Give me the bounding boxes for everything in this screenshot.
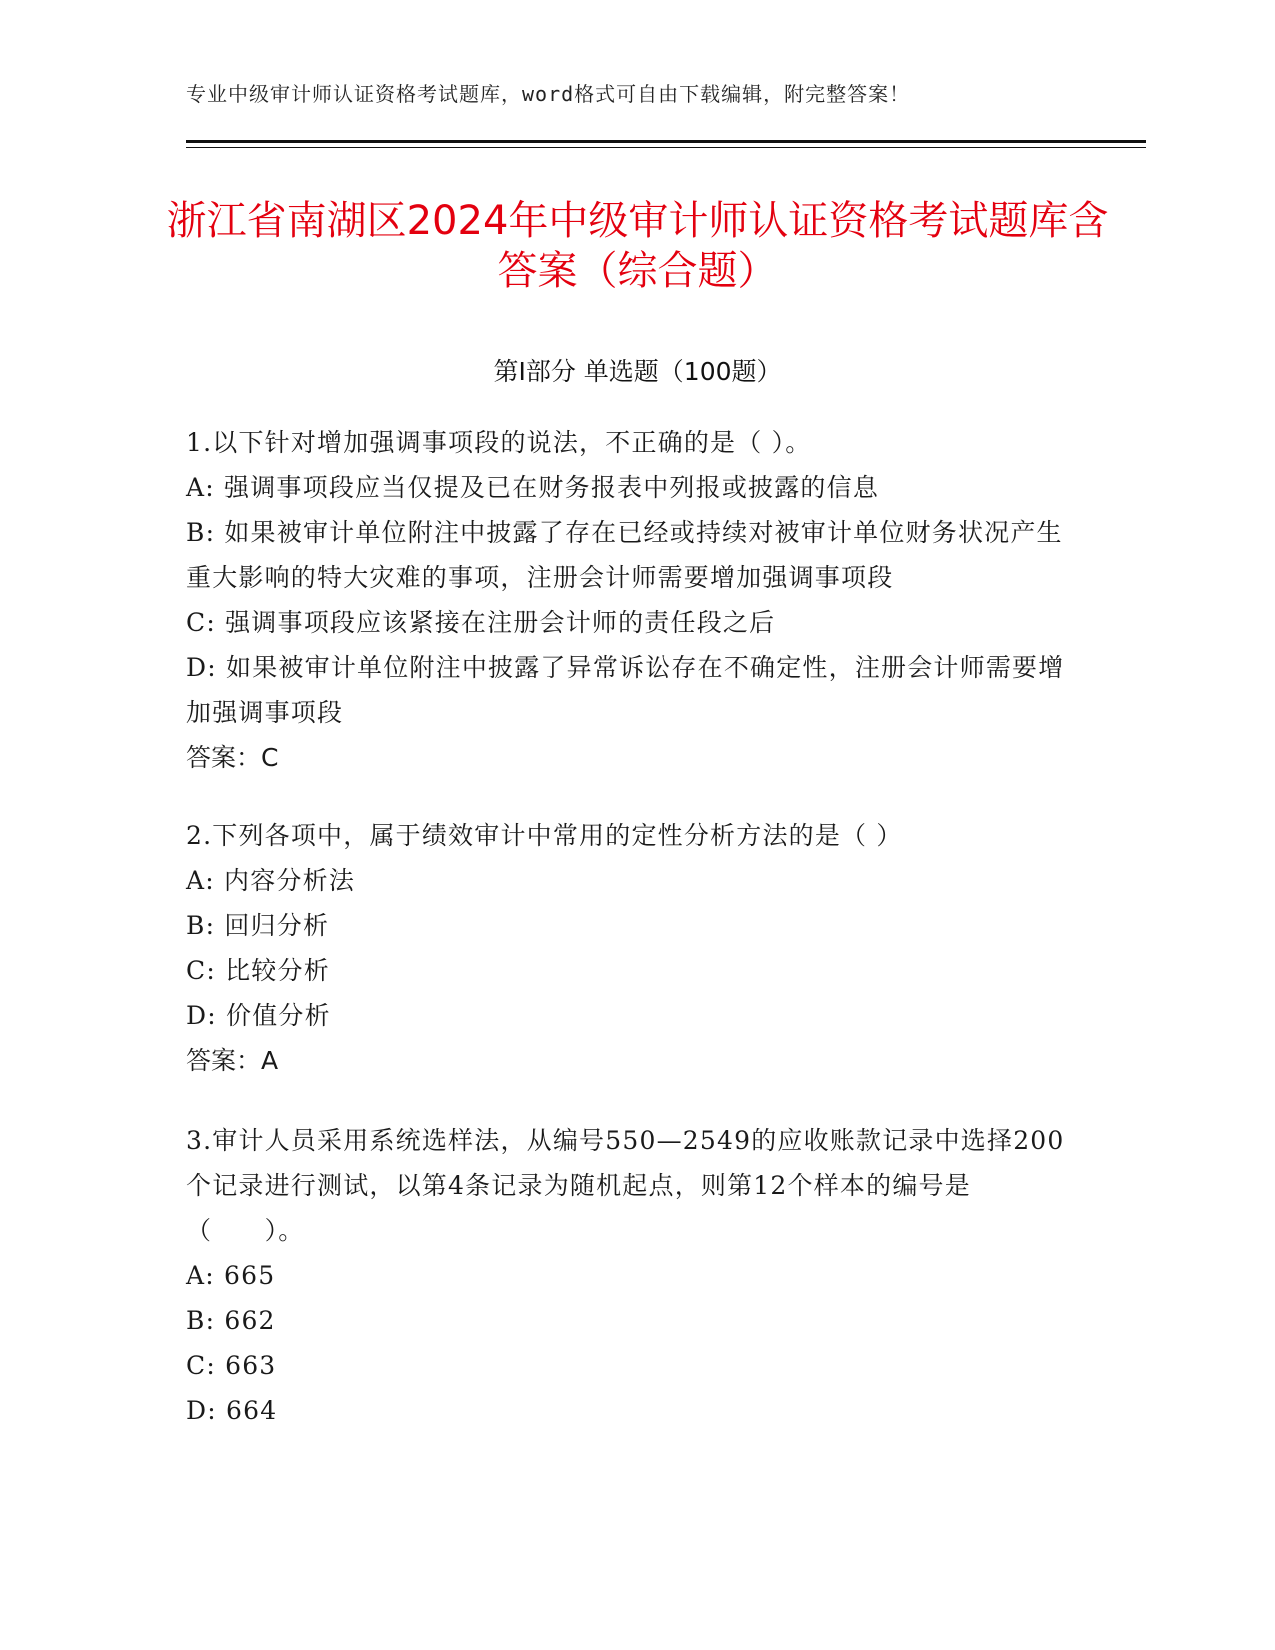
question-3 (186, 1118, 1086, 1433)
question-2 (186, 813, 1086, 1083)
option-b: B: 如果被审计单位附注中披露了存在已经或持续对被审计单位财务状况产生重大影响的特大灾难的事项，注册会计师需要增加强调事项段 (186, 518, 1063, 592)
option-a: A: 强调事项段应当仅提及已在财务报表中列报或披露的信息 (186, 473, 880, 502)
option-a: A: 665 (186, 1261, 276, 1290)
question-stem: 1.以下针对增加强调事项段的说法，不正确的是（ ）。 (186, 428, 812, 457)
answer: 答案：C (186, 743, 279, 772)
option-b: B: 回归分析 (186, 911, 330, 940)
option-d: D: 如果被审计单位附注中披露了异常诉讼存在不确定性，注册会计师需要增加强调事项段 (186, 653, 1065, 727)
answer: 答案：A (186, 1046, 279, 1075)
question-1 (186, 420, 1086, 780)
section-title: 第Ⅰ部分 单选题（100题） (493, 357, 782, 386)
question-stem: 2.下列各项中，属于绩效审计中常用的定性分析方法的是（ ） (186, 821, 903, 850)
document-title: 浙江省南湖区2024年中级审计师认证资格考试题库含答案（综合题） (166, 198, 1109, 294)
header-rule-thin (186, 147, 1146, 148)
header-rule-thick (186, 140, 1146, 143)
option-d: D: 664 (186, 1396, 278, 1425)
option-b: B: 662 (186, 1306, 276, 1335)
option-c: C: 强调事项段应该紧接在注册会计师的责任段之后 (186, 608, 776, 637)
option-c: C: 663 (186, 1351, 277, 1380)
option-d: D: 价值分析 (186, 1001, 331, 1030)
option-a: A: 内容分析法 (186, 866, 356, 895)
question-stem: 3.审计人员采用系统选样法，从编号550—2549的应收账款记录中选择200个记录进行测试，以第4条记录为随机起点，则第12个样本的编号是（ ）。 (186, 1126, 1065, 1245)
header-note: 专业中级审计师认证资格考试题库，word格式可自由下载编辑，附完整答案！ (186, 82, 911, 106)
option-c: C: 比较分析 (186, 956, 330, 985)
